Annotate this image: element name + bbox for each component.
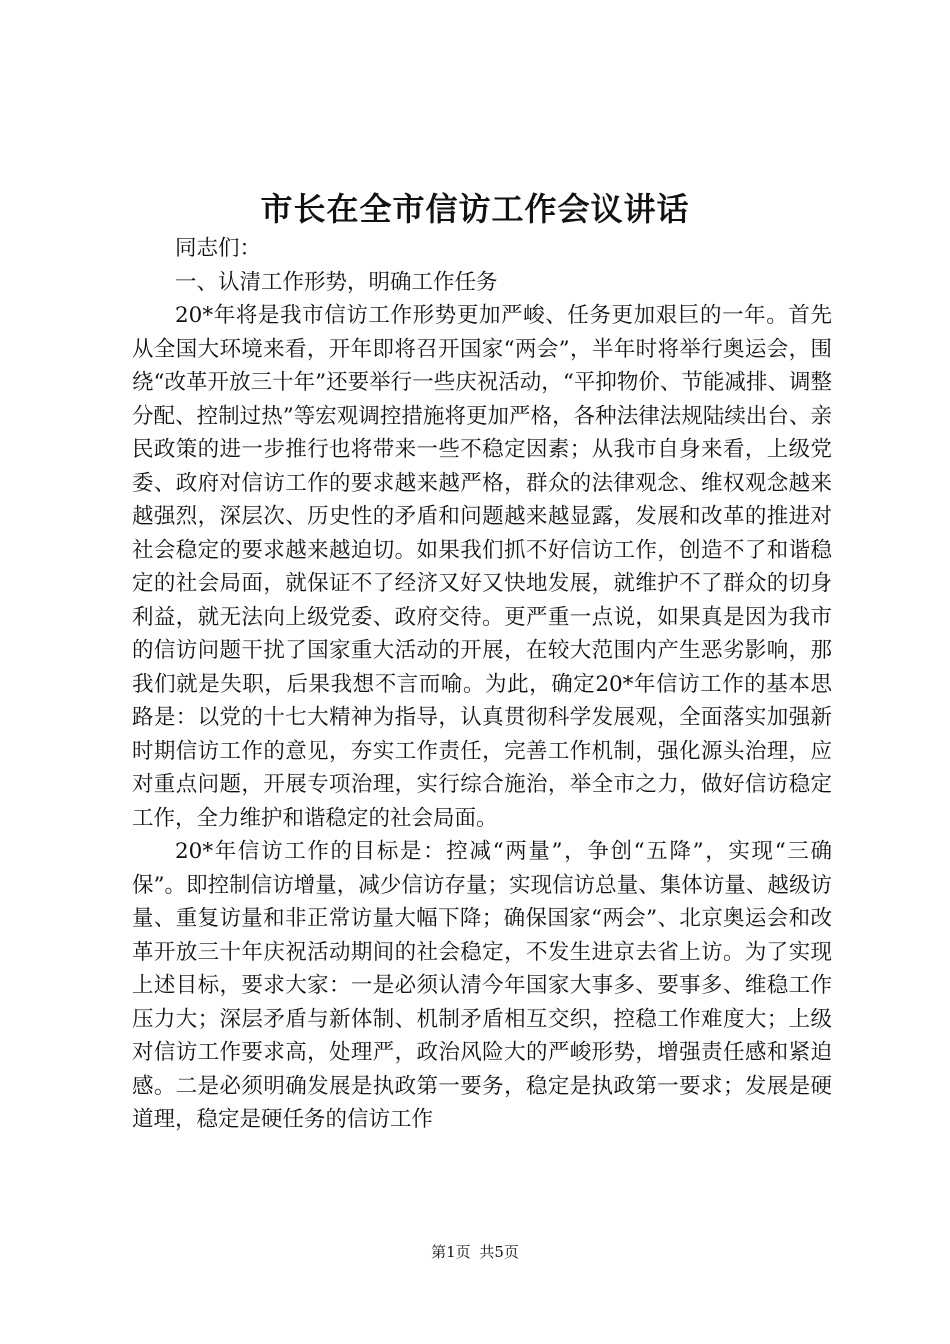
- body-paragraph: 20*年信访工作的目标是：控减“两量”，争创“五降”，实现“三确保”。即控制信访增量，减少信访存量；实现信访总量、集体访量、越级访量、重复访量和非正常访量大幅下降；确保国家“两会”、北京奥运会和改革开放三十年庆祝活动期间的社会稳定，不发生进京去省上访。为了实现上述目标，要求大家：一是必须认清今年国家大事多、要事多、维稳工作压力大；深层矛盾与新体制、机制矛盾相互交织，控稳工作难度大；上级对信访工作要求高，处理严，政治风险大的严峻形势，增强责任感和紧迫感。二是必须明确发展是执政第一要务，稳定是执政第一要求；发展是硬道理，稳定是硬任务的信访工作: [132, 839, 832, 1132]
- document-body: [132, 232, 832, 1137]
- document-title: 市长在全市信访工作会议讲话: [260, 190, 690, 228]
- body-paragraph: 20*年将是我市信访工作形势更加严峻、任务更加艰巨的一年。首先从全国大环境来看，开年即将召开国家“两会”，半年时将举行奥运会，围绕“改革开放三十年”还要举行一些庆祝活动，“平抑物价、节能减排、调整分配、控制过热”等宏观调控措施将更加严格，各种法律法规陆续出台、亲民政策的进一步推行也将带来一些不稳定因素；从我市自身来看，上级党委、政府对信访工作的要求越来越严格，群众的法律观念、维权观念越来越强烈，深层次、历史性的矛盾和问题越来越显露，发展和改革的推进对社会稳定的要求越来越迫切。如果我们抓不好信访工作，创造不了和谐稳定的社会局面，就保证不了经济又好又快地发展，就维护不了群众的切身利益，就无法向上级党委、政府交待。更严重一点说，如果真是因为我市的信访问题干扰了国家重大活动的开展，在较大范围内产生恶劣影响，那我们就是失职，后果我想不言而喻。为此，确定20*年信访工作的基本思路是：以党的十七大精神为指导，认真贯彻科学发展观，全面落实加强新时期信访工作的意见，夯实工作责任，完善工作机制，强化源头治理，应对重点问题，开展专项治理，实行综合施治，举全市之力，做好信访稳定工作，全力维护和谐稳定的社会局面。: [132, 303, 832, 831]
- salutation: 同志们：: [175, 236, 262, 261]
- page-number: 第1页: [431, 1243, 471, 1261]
- page-total: 共5页: [479, 1243, 519, 1261]
- section-heading: 一、认清工作形势，明确工作任务: [175, 269, 498, 295]
- page-footer: [0, 1242, 950, 1262]
